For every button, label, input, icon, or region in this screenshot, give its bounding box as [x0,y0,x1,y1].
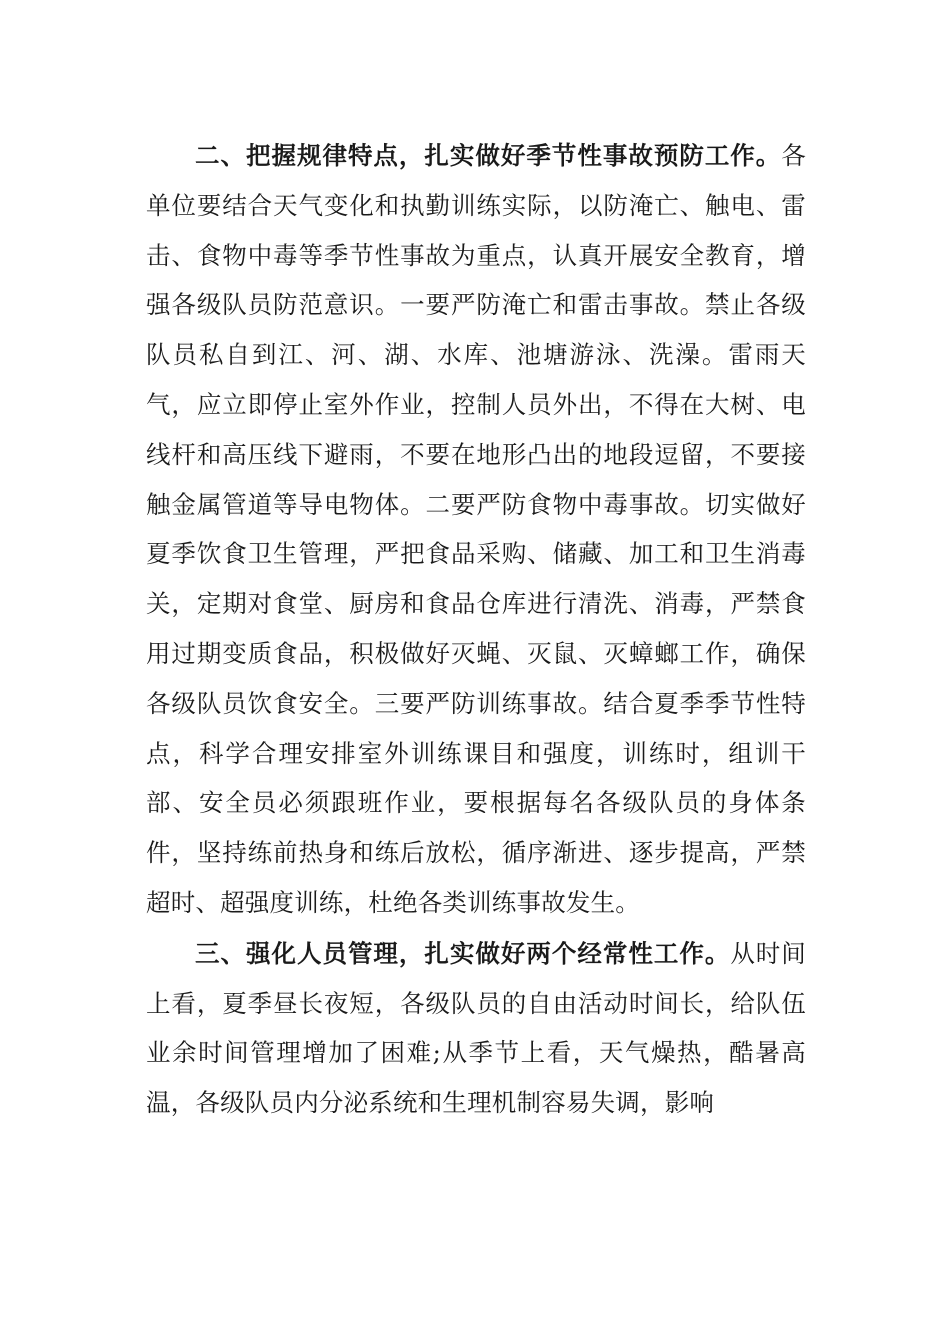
paragraph-seasonal-accident-prevention [146,131,806,928]
document-page [146,131,806,1128]
paragraph-body: 各单位要结合天气变化和执勤训练实际，以防淹亡、触电、雷击、食物中毒等季节性事故为重点，认真开展安全教育，增强各级队员防范意识。一要严防淹亡和雷击事故。禁止各级队员私自到江、河、湖、水库、池塘游泳、洗澡。雷雨天气，应立即停止室外作业，控制人员外出，不得在大树、电线杆和高压线下避雨，不要在地形凸出的地段逗留，不要接触金属管道等导电物体。二要严防食物中毒事故。切实做好夏季饮食卫生管理，严把食品采购、储藏、加工和卫生消毒关，定期对食堂、厨房和食品仓库进行清洗、消毒，严禁食用过期变质食品，积极做好灭蝇、灭鼠、灭蟑螂工作，确保各级队员饮食安全。三要严防训练事故。结合夏季季节性特点，科学合理安排室外训练课目和强度，训练时，组训干部、安全员必须跟班作业，要根据每名各级队员的身体条件，坚持练前热身和练后放松，循序渐进、逐步提高，严禁超时、超强度训练，杜绝各类训练事故发生。 [146,141,806,917]
paragraph-heading: 二、把握规律特点，扎实做好季节性事故预防工作。 [195,141,782,170]
paragraph-body: 从时间上看，夏季昼长夜短，各级队员的自由活动时间长，给队伍业余时间管理增加了困难;从季节上看，天气燥热，酷暑高温，各级队员内分泌系统和生理机制容易失调，影响 [146,938,806,1118]
paragraph-personnel-management [146,929,806,1128]
paragraph-heading: 三、强化人员管理，扎实做好两个经常性工作。 [195,938,731,968]
